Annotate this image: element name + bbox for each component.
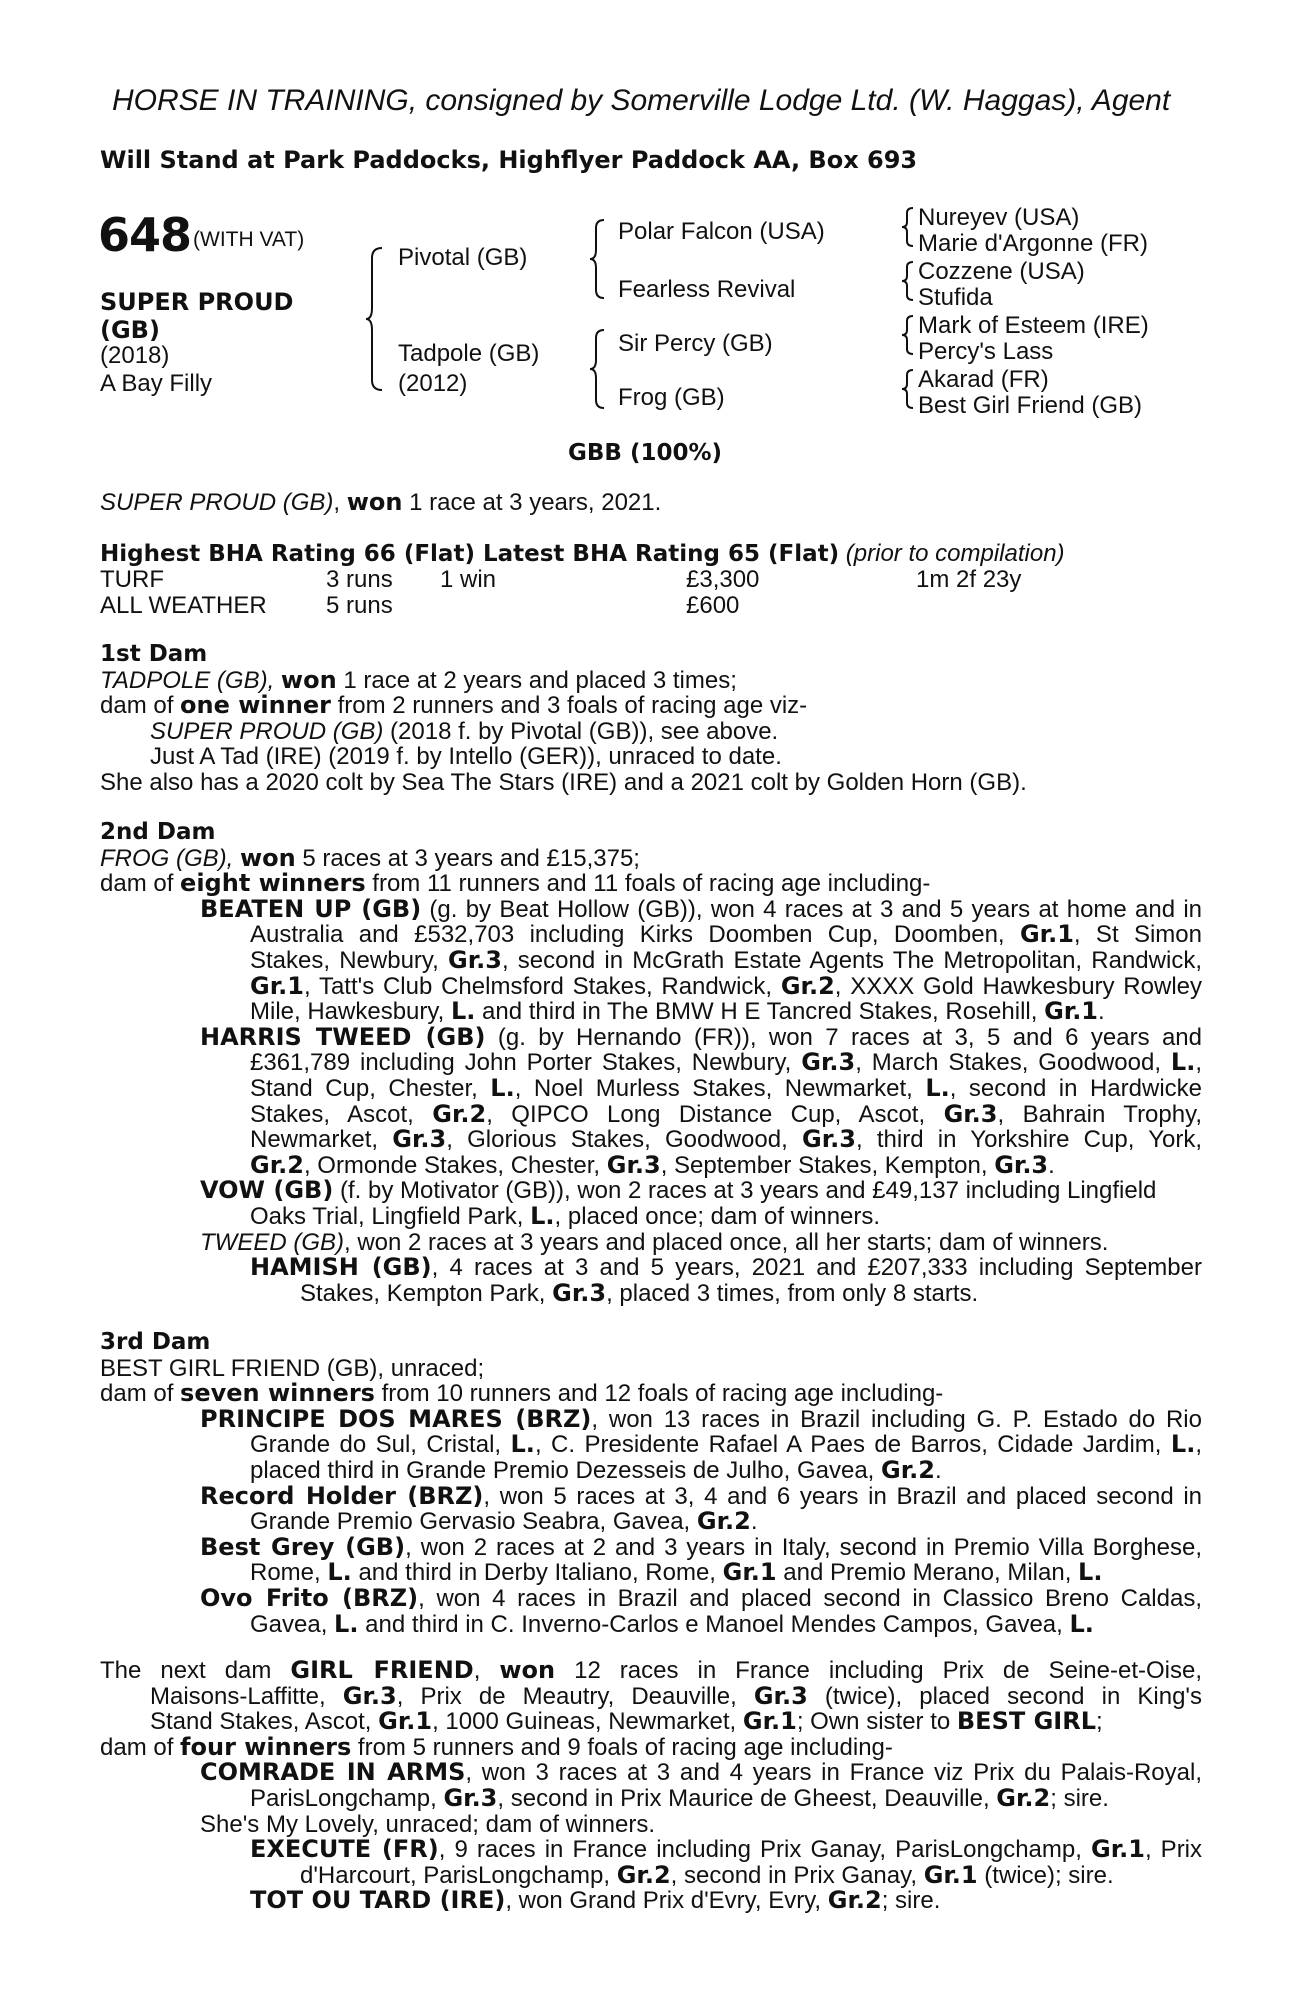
pedigree-sire: Pivotal (GB) (398, 244, 528, 271)
horse-description: A Bay Filly (100, 370, 213, 397)
third-dam-heading: 3rd Dam (100, 1329, 211, 1355)
pedigree-g3: Cozzene (USA) (918, 258, 1085, 285)
form-row-turf: TURF 3 runs 1 win £3,300 1m 2f 23y (100, 566, 1022, 593)
gbb-percentage: GBB (100%) (568, 440, 723, 466)
pedigree-dam-dam: Frog (GB) (618, 384, 725, 411)
race-summary: SUPER PROUD (GB), won 1 race at 3 years, 2021. (100, 488, 662, 516)
hamish-entry: HAMISH (GB), 4 races at 3 and 5 years, 2021 and £207,333 including September (250, 1253, 1202, 1282)
first-dam-line: dam of one winner from 2 runners and 3 foals of racing age viz- (100, 691, 808, 720)
pedigree-g4: Stufida (918, 284, 993, 311)
pedigree-brace-main (364, 246, 386, 392)
first-dam-line: Just A Tad (IRE) (2019 f. by Intello (GER)), unraced to date. (150, 743, 782, 771)
second-dam-heading: 2nd Dam (100, 819, 216, 845)
pedigree-brace-g4 (900, 368, 916, 410)
first-dam-line: TADPOLE (GB), won 1 race at 2 years and placed 3 times; (100, 665, 737, 694)
pedigree-brace-sire (588, 218, 608, 300)
form-table (100, 566, 1202, 617)
pedigree-dam-year: (2012) (398, 370, 468, 397)
first-dam-line: SUPER PROUD (GB) (2018 f. by Pivotal (GB)), see above. (150, 717, 779, 745)
pedigree-dam-sire: Sir Percy (GB) (618, 330, 773, 357)
first-dam-heading: 1st Dam (100, 641, 208, 667)
pedigree-brace-g1 (900, 206, 916, 248)
execute-entry: EXECUTE (FR), 9 races in France including Prix Ganay, ParisLongchamp, Gr.1, Prix (250, 1835, 1203, 1864)
first-dam-line: She also has a 2020 colt by Sea The Stars (IRE) and a 2021 colt by Golden Horn (GB). (100, 768, 1027, 796)
pedigree-brace-g3 (900, 314, 916, 356)
page-title: HORSE IN TRAINING, consigned by Somerville Lodge Ltd. (W. Haggas), Agent (112, 84, 1171, 117)
pedigree-g2: Marie d'Argonne (FR) (918, 230, 1148, 257)
harris-tweed-entry: HARRIS TWEED (GB) (g. by Hernando (FR)), won 7 races at 3, 5 and 6 years and (200, 1022, 1203, 1051)
vow-entry: VOW (GB) (f. by Motivator (GB)), won 2 races at 3 years and £49,137 including Lingfield (200, 1176, 1157, 1205)
pedigree-brace-dam (588, 328, 608, 410)
pedigree-sire-sire: Polar Falcon (USA) (618, 218, 825, 245)
second-dam-line: dam of eight winners from 11 runners and 11 foals of racing age including- (100, 869, 931, 898)
pedigree-sire-dam: Fearless Revival (618, 276, 796, 303)
first-dam-section (100, 642, 1202, 796)
vat-note: (WITH VAT) (193, 228, 305, 251)
beaten-up-entry: BEATEN UP (GB) (g. by Beat Hollow (GB)), won 4 races at 3 and 5 years at home and in (200, 894, 1203, 923)
lot-number: 648 (98, 208, 192, 262)
pedigree-dam: Tadpole (GB) (398, 340, 540, 367)
second-dam-line: FROG (GB), won 5 races at 3 years and £15,375; (100, 843, 640, 872)
third-dam-section: 3rd Dam BEST GIRL FRIEND (GB), unraced; dam of seven winners from 10 runners and 12 foals of racing age including- PRINCIPE DOS MARES (BRZ), won 13 races in Brazil including G. P. Estado do Rio Grande do Sul, Cristal, L., C. Presidente Rafael A Paes de Barros, Cidade Jardim, L., placed third in Grande Premio Dezesseis de Julho, Gavea, Gr.2. Record Holder (BRZ), won 5 races at 3, 4 and 6 years in Brazil and placed second in Grande Premio Gervasio Seabra, Gavea, Gr.2. Best Grey (GB), won 2 races at 2 and 3 years in Italy, second in Premio Villa Borghese, Rome, L. and third in Derby Italiano, Rome, Gr.1 and Premio Merano, Milan, L. Ovo Frito (BRZ), won 4 races in Brazil and placed second in Classico Breno Caldas, Gavea, L. and third in C. Inverno-Carlos e Manoel Mendes Campos, Gavea, L. (100, 1329, 1203, 1638)
ovo-frito-entry: Ovo Frito (BRZ), won 4 races in Brazil and placed second in Classico Breno Caldas, (200, 1583, 1202, 1612)
comrade-in-arms-entry: COMRADE IN ARMS, won 3 races at 3 and 4 years in France viz Prix du Palais-Royal, (200, 1758, 1202, 1787)
pedigree-g1: Nureyev (USA) (918, 204, 1080, 231)
pedigree-g5: Mark of Esteem (IRE) (918, 312, 1149, 339)
record-holder-entry: Record Holder (BRZ), won 5 races at 3, 4 and 6 years in Brazil and placed second in (200, 1481, 1203, 1510)
pedigree-brace-g2 (900, 260, 916, 302)
pedigree-g7: Akarad (FR) (918, 366, 1049, 393)
next-dam-section: The next dam GIRL FRIEND, won 12 races in France including Prix de Seine-et-Oise, Maisons-Laffitte, Gr.3, Prix de Meautry, Deauville, Gr.3 (twice), placed second in King's Stand Stakes, Ascot, Gr.1, 1000 Guineas, Newmarket, Gr.1; Own sister to BEST GIRL; dam of four winners from 5 runners and 9 foals of racing age including- COMRADE IN ARMS, won 3 races at 3 and 4 years in France viz Prix du Palais-Royal, ParisLongchamp, Gr.3, second in Prix Maurice de Gheest, Deauville, Gr.2; sire. She's My Lovely, unraced; dam of winners. EXECUTE (FR), 9 races in France including Prix Ganay, ParisLongchamp, Gr.1, Prix d'Harcourt, ParisLongchamp, Gr.2, second in Prix Ganay, Gr.1 (twice); sire. TOT OU TARD (IRE), won Grand Prix d'Evry, Evry, Gr.2; sire. (100, 1656, 1203, 1915)
horse-name: SUPER PROUD (GB) (100, 288, 294, 344)
second-dam-section: 2nd Dam FROG (GB), won 5 races at 3 years and £15,375; dam of eight winners from 11 runners and 11 foals of racing age including- BEATEN UP (GB) (g. by Beat Hollow (GB)), won 4 races at 3 and 5 years at home and in Australia and £532,703 including Kirks Doomben Cup, Doomben, Gr.1, St Simon Stakes, Newbury, Gr.3, second in McGrath Estate Agents The Metropolitan, Randwick, Gr.1, Tatt's Club Chelmsford Stakes, Randwick, Gr.2, XXXX Gold Hawkesbury Rowley Mile, Hawkesbury, L. and third in The BMW H E Tancred Stakes, Rosehill, Gr.1. HARRIS TWEED (GB) (g. by Hernando (FR)), won 7 races at 3, 5 and 6 years and £361,789 including John Porter Stakes, Newbury, Gr.3, March Stakes, Goodwood, L., Stand Cup, Chester, L., Noel Murless Stakes, Newmarket, L., second in Hardwicke Stakes, Ascot, Gr.2, QIPCO Long Distance Cup, Ascot, Gr.3, Bahrain Trophy, Newmarket, Gr.3, Glorious Stakes, Goodwood, Gr.3, third in Yorkshire Cup, York, Gr.2, Ormonde Stakes, Chester, Gr.3, September Stakes, Kempton, Gr.3. VOW (GB) (f. by Motivator (GB)), won 2 races at 3 years and £49,137 including Lingfield Oaks Trial, Lingfield Park, L., placed once; dam of winners. TWEED (GB), won 2 races at 3 years and placed once, all her starts; dam of winners. HAMISH (GB), 4 races at 3 and 5 years, 2021 and £207,333 including September Stakes, Kempton Park, Gr.3, placed 3 times, from only 8 starts. (100, 819, 1203, 1307)
principe-dos-mares-entry: PRINCIPE DOS MARES (BRZ), won 13 races in Brazil including G. P. Estado do Rio (200, 1404, 1202, 1433)
tweed-entry: TWEED (GB), won 2 races at 3 years and placed once, all her starts; dam of winners. (200, 1228, 1109, 1256)
tot-ou-tard-entry: TOT OU TARD (IRE), won Grand Prix d'Evry, Evry, Gr.2; sire. (250, 1886, 941, 1915)
pedigree-g8: Best Girl Friend (GB) (918, 392, 1143, 419)
bha-rating: Highest BHA Rating 66 (Flat) Latest BHA Rating 65 (Flat) (prior to compilation) (100, 540, 1065, 567)
horse-year: (2018) (100, 342, 170, 369)
stand-location: Will Stand at Park Paddocks, Highflyer Paddock AA, Box 693 (100, 146, 918, 174)
form-row-all-weather: ALL WEATHER 5 runs £600 (100, 591, 740, 619)
best-grey-entry: Best Grey (GB), won 2 races at 2 and 3 years in Italy, second in Premio Villa Borghese, (200, 1532, 1202, 1561)
pedigree-g6: Percy's Lass (918, 338, 1054, 365)
